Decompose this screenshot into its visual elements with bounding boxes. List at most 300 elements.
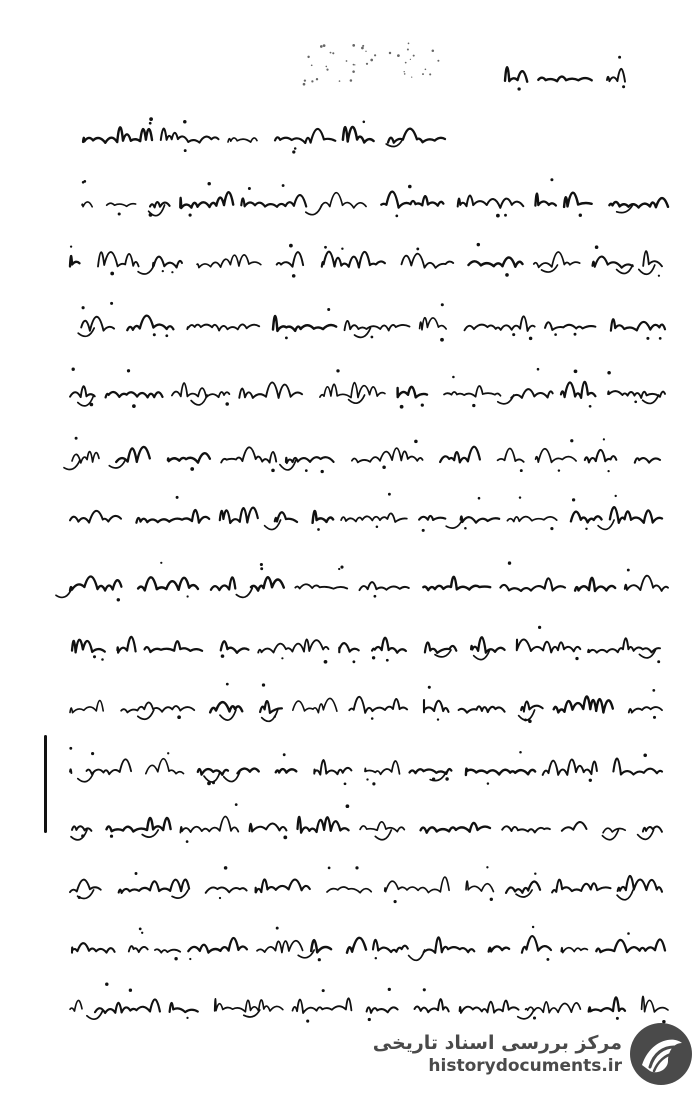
ink-dot xyxy=(283,836,287,840)
handwritten-word xyxy=(107,203,136,206)
handwritten-word xyxy=(505,67,527,81)
handwritten-word xyxy=(70,769,71,773)
ink-dot xyxy=(276,927,279,930)
handwritten-word xyxy=(365,761,400,774)
ink-dot xyxy=(386,659,389,662)
handwritten-word xyxy=(83,127,152,143)
ink-dot xyxy=(589,405,592,408)
handwritten-word xyxy=(585,450,617,462)
handwritten-word xyxy=(220,508,258,523)
handwritten-word xyxy=(313,511,334,523)
scan-speckle xyxy=(411,76,412,77)
ink-descender xyxy=(191,395,207,405)
ink-dot xyxy=(546,958,549,961)
ink-dot xyxy=(260,567,263,570)
handwritten-word xyxy=(603,828,625,833)
handwritten-word xyxy=(250,823,287,831)
handwritten-word xyxy=(618,876,662,892)
scan-speckle xyxy=(307,56,309,58)
ink-dot xyxy=(408,185,412,189)
ink-dot xyxy=(285,336,288,339)
handwritten-word xyxy=(277,252,303,267)
handwritten-word xyxy=(251,577,284,590)
handwritten-word xyxy=(373,940,408,952)
handwritten-word xyxy=(609,198,668,207)
scan-speckle xyxy=(316,78,318,80)
handwritten-line xyxy=(69,747,662,786)
handwritten-line xyxy=(56,561,668,601)
handwritten-word xyxy=(70,386,95,397)
ink-dot xyxy=(129,989,132,992)
handwritten-word xyxy=(136,510,209,523)
ink-descender xyxy=(542,265,558,272)
ink-dot xyxy=(627,569,630,572)
ink-dot xyxy=(281,657,283,659)
watermark-url: historydocuments.ir xyxy=(428,1056,622,1076)
ink-dot xyxy=(127,369,130,372)
handwritten-line xyxy=(64,437,660,473)
handwritten-word xyxy=(423,577,490,590)
ink-dot xyxy=(517,87,520,90)
scan-speckle xyxy=(339,80,341,82)
handwritten-line xyxy=(70,243,662,278)
handwritten-word xyxy=(275,129,335,143)
ink-descender xyxy=(306,205,322,215)
ink-dot xyxy=(615,495,617,497)
handwritten-word xyxy=(471,637,505,653)
ink-dot xyxy=(289,244,293,248)
ink-dot xyxy=(317,528,320,531)
watermark-text xyxy=(373,1031,622,1077)
ink-dot xyxy=(585,528,587,530)
handwritten-line xyxy=(83,117,445,153)
ink-dot xyxy=(69,747,72,750)
ink-dot xyxy=(366,778,368,780)
handwritten-word xyxy=(98,252,139,266)
margin-mark xyxy=(44,735,47,833)
handwritten-word xyxy=(138,577,198,590)
ink-dot xyxy=(110,835,113,838)
handwritten-word xyxy=(150,202,170,207)
ink-descender xyxy=(204,772,220,782)
handwritten-word xyxy=(106,392,163,397)
ink-dot xyxy=(634,400,637,403)
scan-speckle xyxy=(350,79,353,82)
ink-dot xyxy=(653,716,656,719)
handwritten-word xyxy=(415,999,449,1012)
handwritten-word xyxy=(170,1003,198,1012)
handwritten-word xyxy=(498,448,524,461)
ink-dot xyxy=(248,187,251,190)
ink-dot xyxy=(372,656,375,659)
handwritten-word xyxy=(561,382,595,398)
handwritten-word xyxy=(327,887,371,893)
ink-dot xyxy=(340,566,343,569)
handwritten-word xyxy=(538,77,591,82)
handwritten-word xyxy=(543,759,597,774)
ink-dot xyxy=(368,1018,371,1021)
ink-dot xyxy=(572,498,575,501)
handwritten-word xyxy=(72,640,105,653)
ink-dot xyxy=(283,753,286,756)
ink-dot xyxy=(421,403,424,406)
handwritten-word xyxy=(372,638,406,653)
scan-speckle xyxy=(366,63,368,65)
handwritten-word xyxy=(293,698,337,712)
scan-speckle xyxy=(374,54,376,56)
ink-dot xyxy=(118,212,121,215)
ink-dot xyxy=(529,337,533,341)
handwritten-word xyxy=(642,996,668,1011)
handwritten-word xyxy=(635,458,660,463)
ink-dot xyxy=(512,333,515,336)
scan-speckle xyxy=(303,83,306,86)
ink-dot xyxy=(327,308,330,311)
handwritten-word xyxy=(347,938,366,953)
ink-dot xyxy=(75,437,78,440)
scan-speckle xyxy=(389,52,391,54)
ink-dot xyxy=(574,369,578,373)
ink-dot xyxy=(477,243,480,246)
ink-dot xyxy=(519,751,522,754)
ink-dot xyxy=(338,568,340,570)
ink-dot xyxy=(537,368,540,371)
ink-dot xyxy=(428,686,431,689)
ink-dot xyxy=(186,1017,188,1019)
scan-speckle xyxy=(304,79,306,81)
ink-dot xyxy=(371,717,374,720)
handwritten-word xyxy=(562,822,587,831)
handwritten-word xyxy=(552,880,610,893)
ink-dot xyxy=(153,333,156,336)
handwritten-word xyxy=(172,383,230,397)
ink-dot xyxy=(558,469,560,471)
ink-dot xyxy=(371,336,374,339)
handwritten-word xyxy=(197,255,261,268)
handwritten-word xyxy=(535,194,556,206)
handwritten-word xyxy=(561,948,587,953)
handwritten-word xyxy=(511,389,553,398)
ink-dot xyxy=(262,683,265,686)
ink-descender xyxy=(265,520,281,530)
ink-dot xyxy=(363,121,366,124)
ink-dot xyxy=(184,149,187,152)
ink-dot xyxy=(472,404,475,407)
ink-dot xyxy=(101,658,104,661)
ink-dot xyxy=(388,493,391,496)
scan-speckle xyxy=(353,64,355,66)
handwritten-word xyxy=(210,702,242,712)
handwritten-word xyxy=(275,512,297,522)
ink-dot xyxy=(589,779,592,782)
ink-dot xyxy=(162,270,164,272)
ink-dot xyxy=(437,718,439,720)
handwritten-word xyxy=(521,702,543,712)
handwritten-word xyxy=(211,577,235,590)
handwritten-word xyxy=(593,257,633,268)
watermark-org-name: مرکز بررسی اسناد تاریخی xyxy=(372,1032,622,1054)
handwritten-word xyxy=(286,457,334,463)
ink-dot xyxy=(464,527,467,530)
ink-dot xyxy=(395,215,398,218)
handwritten-word xyxy=(70,1000,82,1011)
handwritten-word xyxy=(314,760,351,775)
handwritten-word xyxy=(320,383,385,398)
handwritten-line xyxy=(70,368,665,409)
handwritten-word xyxy=(82,202,92,207)
handwritten-word xyxy=(215,999,283,1012)
handwritten-line xyxy=(71,803,662,843)
handwritten-word xyxy=(596,939,665,952)
handwritten-line xyxy=(82,178,668,217)
scan-speckle xyxy=(332,52,334,54)
handwritten-word xyxy=(121,702,194,712)
ink-descender xyxy=(78,328,94,336)
handwritten-line xyxy=(505,56,625,91)
ink-dot xyxy=(139,928,142,931)
handwritten-word xyxy=(444,386,501,397)
ink-dot xyxy=(344,782,347,785)
ink-dot xyxy=(627,932,630,935)
handwritten-word xyxy=(273,316,336,331)
handwritten-line xyxy=(78,302,665,342)
ink-dot xyxy=(72,368,75,371)
handwritten-word xyxy=(321,193,366,208)
ink-dot xyxy=(321,470,324,473)
ink-dot xyxy=(486,866,488,868)
ink-dot xyxy=(519,496,521,498)
ink-dot xyxy=(282,184,285,187)
handwritten-word xyxy=(610,507,662,523)
ink-dot xyxy=(324,246,327,249)
handwritten-word xyxy=(469,258,523,267)
handwritten-word xyxy=(402,254,454,268)
scan-speckle xyxy=(352,70,355,73)
ink-dot xyxy=(110,302,113,305)
scan-speckle xyxy=(407,48,409,50)
handwritten-word xyxy=(420,318,447,330)
ink-descender xyxy=(639,265,655,274)
handwritten-word xyxy=(385,877,449,893)
handwritten-word xyxy=(460,1001,519,1013)
ink-dot xyxy=(306,1020,309,1023)
scan-speckle xyxy=(397,54,400,57)
ink-dot xyxy=(336,369,339,372)
scan-speckle xyxy=(404,73,406,75)
handwritten-word xyxy=(500,578,565,591)
ink-dot xyxy=(70,245,72,247)
scan-speckle xyxy=(422,73,424,75)
ink-descender xyxy=(71,830,87,840)
ink-dot xyxy=(422,529,425,532)
handwritten-word xyxy=(360,582,409,590)
handwritten-word xyxy=(625,576,668,591)
handwritten-word xyxy=(419,516,445,520)
handwritten-word xyxy=(161,129,219,143)
scan-speckle xyxy=(425,68,427,70)
handwritten-word xyxy=(349,697,407,713)
scan-speckle xyxy=(432,49,435,52)
handwritten-word xyxy=(72,943,115,953)
ink-dot xyxy=(221,654,225,658)
ink-dot xyxy=(190,467,194,471)
handwritten-word xyxy=(70,880,101,892)
ink-dot xyxy=(375,957,377,959)
scan-speckle xyxy=(413,55,415,57)
ink-descender xyxy=(78,890,94,898)
handwritten-word xyxy=(70,577,121,591)
scan-speckle xyxy=(323,44,326,47)
ink-dot xyxy=(534,872,536,874)
handwritten-word xyxy=(440,447,480,463)
handwritten-word xyxy=(298,817,349,833)
ink-descender xyxy=(519,710,535,720)
ink-dot xyxy=(271,469,275,473)
ink-dot xyxy=(574,333,577,336)
scan-speckle xyxy=(325,66,327,68)
handwritten-word xyxy=(517,639,581,652)
handwritten-word xyxy=(613,759,662,775)
ink-dot xyxy=(607,371,611,375)
ink-descender xyxy=(138,265,154,274)
handwritten-word xyxy=(465,316,535,331)
handwritten-word xyxy=(145,641,203,652)
ink-dot xyxy=(579,214,582,217)
ink-descender xyxy=(220,710,236,720)
handwritten-word xyxy=(221,447,276,462)
ink-dot xyxy=(382,465,386,469)
ink-dot xyxy=(226,683,229,686)
handwritten-word xyxy=(611,319,665,330)
ink-dot xyxy=(618,56,621,59)
ink-dot xyxy=(452,376,455,379)
handwritten-word xyxy=(228,138,257,142)
ink-dot xyxy=(294,147,297,150)
handwritten-word xyxy=(352,448,423,462)
ink-dot xyxy=(376,525,379,528)
ink-dot xyxy=(219,897,221,899)
handwritten-word xyxy=(502,826,550,832)
ink-dot xyxy=(160,562,162,564)
handwritten-word xyxy=(459,706,505,712)
handwritten-word xyxy=(545,322,595,330)
handwritten-word xyxy=(575,578,615,591)
ink-dot xyxy=(82,306,85,309)
handwritten-line xyxy=(70,866,662,903)
scan-speckle xyxy=(330,52,332,54)
scan-speckle xyxy=(320,45,323,48)
ink-dot xyxy=(174,957,177,960)
ink-dot xyxy=(487,782,489,784)
ink-dot xyxy=(189,958,191,960)
ink-dot xyxy=(595,245,599,249)
handwritten-word xyxy=(238,769,259,774)
ink-dot xyxy=(318,958,321,961)
handwritten-word xyxy=(168,453,210,462)
handwritten-word xyxy=(95,999,160,1013)
ink-dot xyxy=(328,867,331,870)
handwritten-word xyxy=(571,512,602,523)
archive-watermark xyxy=(372,1016,694,1092)
handwritten-word xyxy=(70,511,121,523)
handwritten-word xyxy=(466,881,493,892)
ink-dot xyxy=(117,598,120,601)
handwritten-word xyxy=(257,941,303,953)
ink-dot xyxy=(505,273,509,277)
ink-dot xyxy=(177,715,181,719)
ink-dot xyxy=(322,989,325,992)
handwritten-word xyxy=(119,880,189,893)
ink-dot xyxy=(186,595,188,597)
handwritten-word xyxy=(117,637,135,653)
ink-dot xyxy=(607,470,609,472)
ink-dot xyxy=(224,866,228,870)
handwritten-word xyxy=(155,949,180,952)
handwritten-word xyxy=(70,701,103,713)
scan-speckle xyxy=(354,64,355,65)
ink-dot xyxy=(570,439,573,442)
ink-dot xyxy=(91,752,94,755)
handwritten-word xyxy=(72,826,91,831)
handwritten-word xyxy=(536,449,577,463)
handwritten-word xyxy=(153,257,182,268)
scan-speckle xyxy=(346,60,348,62)
ink-dot xyxy=(225,402,229,406)
ink-dot xyxy=(478,497,481,500)
handwritten-word xyxy=(507,517,556,522)
scan-speckle xyxy=(361,47,364,50)
ink-dot xyxy=(657,660,660,663)
handwritten-word xyxy=(564,193,592,207)
scan-speckle xyxy=(311,80,313,82)
handwritten-word xyxy=(258,639,328,652)
ink-dot xyxy=(355,866,358,869)
handwritten-word xyxy=(295,584,347,588)
ink-dot xyxy=(83,180,86,183)
ink-dot xyxy=(165,334,168,337)
ink-dot xyxy=(400,405,404,409)
handwritten-word xyxy=(360,822,404,832)
handwritten-word xyxy=(180,817,238,833)
handwritten-word xyxy=(341,513,407,522)
handwritten-word xyxy=(241,195,306,207)
handwritten-word xyxy=(607,69,625,82)
handwritten-word xyxy=(187,324,259,330)
ink-dot xyxy=(183,120,187,124)
handwritten-line xyxy=(70,493,662,532)
scan-speckle xyxy=(326,69,328,71)
ink-dot xyxy=(105,982,108,985)
ink-descender xyxy=(409,950,425,960)
scan-speckle xyxy=(408,43,410,45)
ink-dot xyxy=(372,782,375,785)
handwritten-word xyxy=(256,879,310,892)
handwritten-word xyxy=(188,938,247,953)
ink-dot xyxy=(352,660,355,663)
ink-dot xyxy=(135,872,138,875)
ink-dot xyxy=(490,898,493,901)
handwritten-word xyxy=(643,251,662,266)
scan-speckle xyxy=(437,60,439,62)
ink-dot xyxy=(346,804,350,808)
ink-dot xyxy=(550,178,553,181)
ink-dot xyxy=(292,150,295,153)
handwritten-word xyxy=(421,823,490,833)
scan-speckle xyxy=(311,64,313,66)
ink-dot xyxy=(305,469,308,472)
handwritten-word xyxy=(221,641,249,652)
handwritten-word xyxy=(554,696,613,712)
